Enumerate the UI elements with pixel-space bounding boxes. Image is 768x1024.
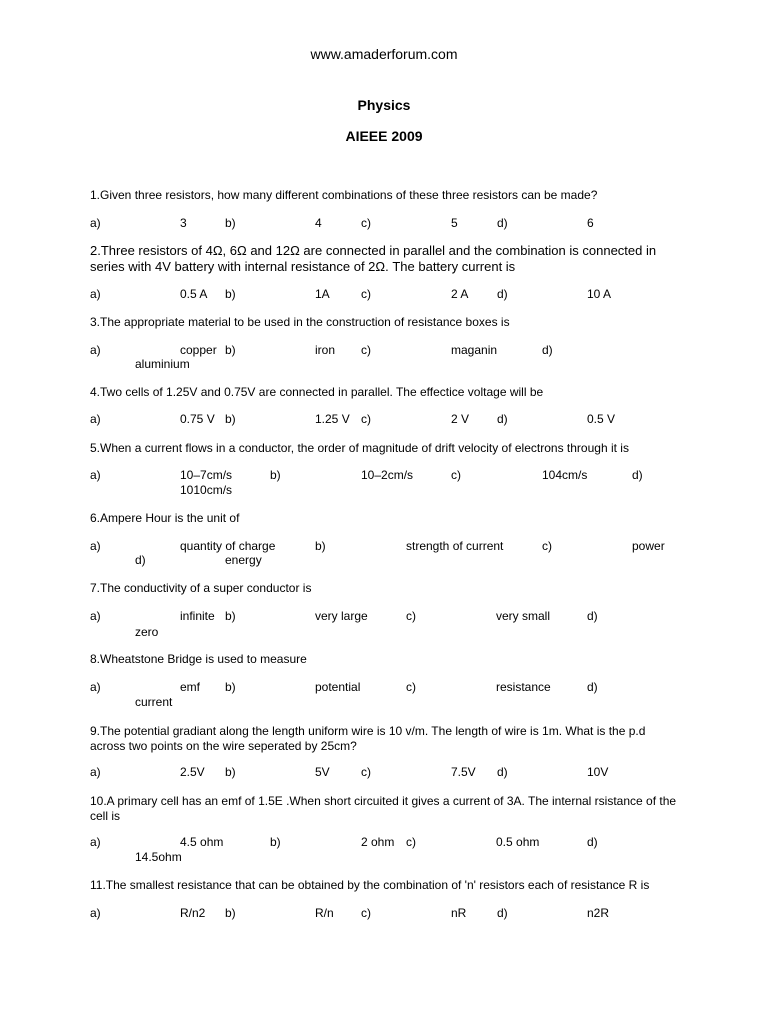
- option-a: 3: [180, 216, 187, 230]
- option-a: 0.5 A: [180, 287, 208, 301]
- option-label-b: b): [225, 906, 236, 920]
- option-a: emf: [180, 680, 201, 694]
- option-label-d: d): [542, 343, 553, 357]
- option-d: current: [135, 695, 173, 709]
- option-label-a: a): [90, 216, 101, 230]
- question-10: 10.A primary cell has an emf of 1.5E .When short circuited it gives a current of 3A. The internal rsistance of the cell is: [90, 794, 677, 823]
- option-label-b: b): [225, 609, 236, 623]
- option-label-a: a): [90, 906, 101, 920]
- option-c: resistance: [496, 680, 551, 694]
- option-label-c: c): [361, 765, 371, 779]
- option-c: 2 A: [451, 287, 469, 301]
- option-d: 10V: [587, 765, 609, 779]
- option-a: 4.5 ohm: [180, 835, 224, 849]
- option-c: nR: [451, 906, 467, 920]
- question-7: 7.The conductivity of a super conductor is: [90, 581, 312, 595]
- option-d: 0.5 V: [587, 412, 616, 426]
- question-9: 9.The potential gradiant along the length uniform wire is 10 v/m. The length of wire is 1m. What is the p.d across two points on the wire seperated by 25cm?: [90, 724, 646, 753]
- question-8: 8.Wheatstone Bridge is used to measure: [90, 652, 307, 666]
- option-label-b: b): [225, 216, 236, 230]
- option-a: copper: [180, 343, 217, 357]
- option-label-c: c): [361, 343, 371, 357]
- question-3: 3.The appropriate material to be used in the construction of resistance boxes is: [90, 315, 510, 329]
- option-c: 0.5 ohm: [496, 835, 540, 849]
- option-d: 6: [587, 216, 594, 230]
- option-b: 2 ohm: [361, 835, 395, 849]
- option-label-c: c): [406, 680, 416, 694]
- option-d: energy: [225, 553, 262, 567]
- question-1: 1.Given three resistors, how many different combinations of these three resistors can be made?: [90, 188, 598, 202]
- option-label-b: b): [225, 287, 236, 301]
- option-label-c: c): [451, 468, 461, 482]
- option-b: 1A: [315, 287, 330, 301]
- site-header: www.amaderforum.com: [310, 46, 458, 62]
- question-6: 6.Ampere Hour is the unit of: [90, 511, 240, 525]
- option-c: 7.5V: [451, 765, 476, 779]
- option-label-d: d): [497, 765, 508, 779]
- option-label-a: a): [90, 343, 101, 357]
- option-b: 4: [315, 216, 322, 230]
- option-b: potential: [315, 680, 361, 694]
- option-b: 10–2cm/s: [361, 468, 414, 482]
- option-d: 1010cm/s: [180, 483, 233, 497]
- option-a: 2.5V: [180, 765, 205, 779]
- option-label-c: c): [542, 539, 552, 553]
- option-b: 5V: [315, 765, 330, 779]
- option-label-b: b): [225, 680, 236, 694]
- option-a: infinite: [180, 609, 215, 623]
- subject-title: Physics: [357, 97, 411, 113]
- option-label-a: a): [90, 539, 101, 553]
- option-label-a: a): [90, 609, 101, 623]
- option-label-d: d): [632, 468, 643, 482]
- question-4: 4.Two cells of 1.25V and 0.75V are connected in parallel. The effectice voltage will be: [90, 385, 544, 399]
- option-label-a: a): [90, 287, 101, 301]
- option-d: 14.5ohm: [135, 850, 182, 864]
- option-label-b: b): [270, 835, 281, 849]
- option-c: maganin: [451, 343, 498, 357]
- option-c: 5: [451, 216, 458, 230]
- option-label-a: a): [90, 468, 101, 482]
- option-b: 1.25 V: [315, 412, 350, 426]
- option-label-d: d): [497, 906, 508, 920]
- option-label-c: c): [406, 835, 416, 849]
- option-label-d: d): [497, 287, 508, 301]
- option-a: R/n2: [180, 906, 206, 920]
- option-c: very small: [496, 609, 551, 623]
- option-label-b: b): [225, 343, 236, 357]
- option-label-c: c): [361, 287, 371, 301]
- option-label-c: c): [406, 609, 416, 623]
- option-a: 10–7cm/s: [180, 468, 233, 482]
- question-11: 11.The smallest resistance that can be obtained by the combination of 'n' resistors each of resistance R is: [90, 878, 650, 892]
- question-2: 2.Three resistors of 4Ω, 6Ω and 12Ω are connected in parallel and the combination is connected in series with 4V battery with internal resistance of 2Ω. The battery current is: [90, 243, 657, 274]
- option-label-d: d): [587, 609, 598, 623]
- option-label-a: a): [90, 835, 101, 849]
- option-label-b: b): [270, 468, 281, 482]
- option-label-c: c): [361, 216, 371, 230]
- option-d: n2R: [587, 906, 610, 920]
- option-c: 104cm/s: [542, 468, 588, 482]
- option-label-d: d): [587, 835, 598, 849]
- option-b: iron: [315, 343, 336, 357]
- option-a: 0.75 V: [180, 412, 215, 426]
- question-5: 5.When a current flows in a conductor, the order of magnitude of drift velocity of electrons through it is: [90, 441, 629, 455]
- option-label-a: a): [90, 680, 101, 694]
- option-label-d: d): [497, 412, 508, 426]
- option-d: zero: [135, 625, 159, 639]
- option-b: strength of current: [406, 539, 504, 553]
- option-b: R/n: [315, 906, 334, 920]
- option-label-d: d): [135, 553, 146, 567]
- option-label-c: c): [361, 412, 371, 426]
- option-label-b: b): [225, 765, 236, 779]
- option-label-b: b): [315, 539, 326, 553]
- option-label-d: d): [587, 680, 598, 694]
- option-label-b: b): [225, 412, 236, 426]
- option-label-c: c): [361, 906, 371, 920]
- option-label-d: d): [497, 216, 508, 230]
- exam-title: AIEEE 2009: [345, 128, 423, 144]
- option-d: aluminium: [135, 357, 190, 371]
- option-c: 2 V: [451, 412, 470, 426]
- option-c: power: [632, 539, 665, 553]
- option-d: 10 A: [587, 287, 612, 301]
- option-a: quantity of charge: [180, 539, 276, 553]
- option-label-a: a): [90, 412, 101, 426]
- option-b: very large: [315, 609, 368, 623]
- option-label-a: a): [90, 765, 101, 779]
